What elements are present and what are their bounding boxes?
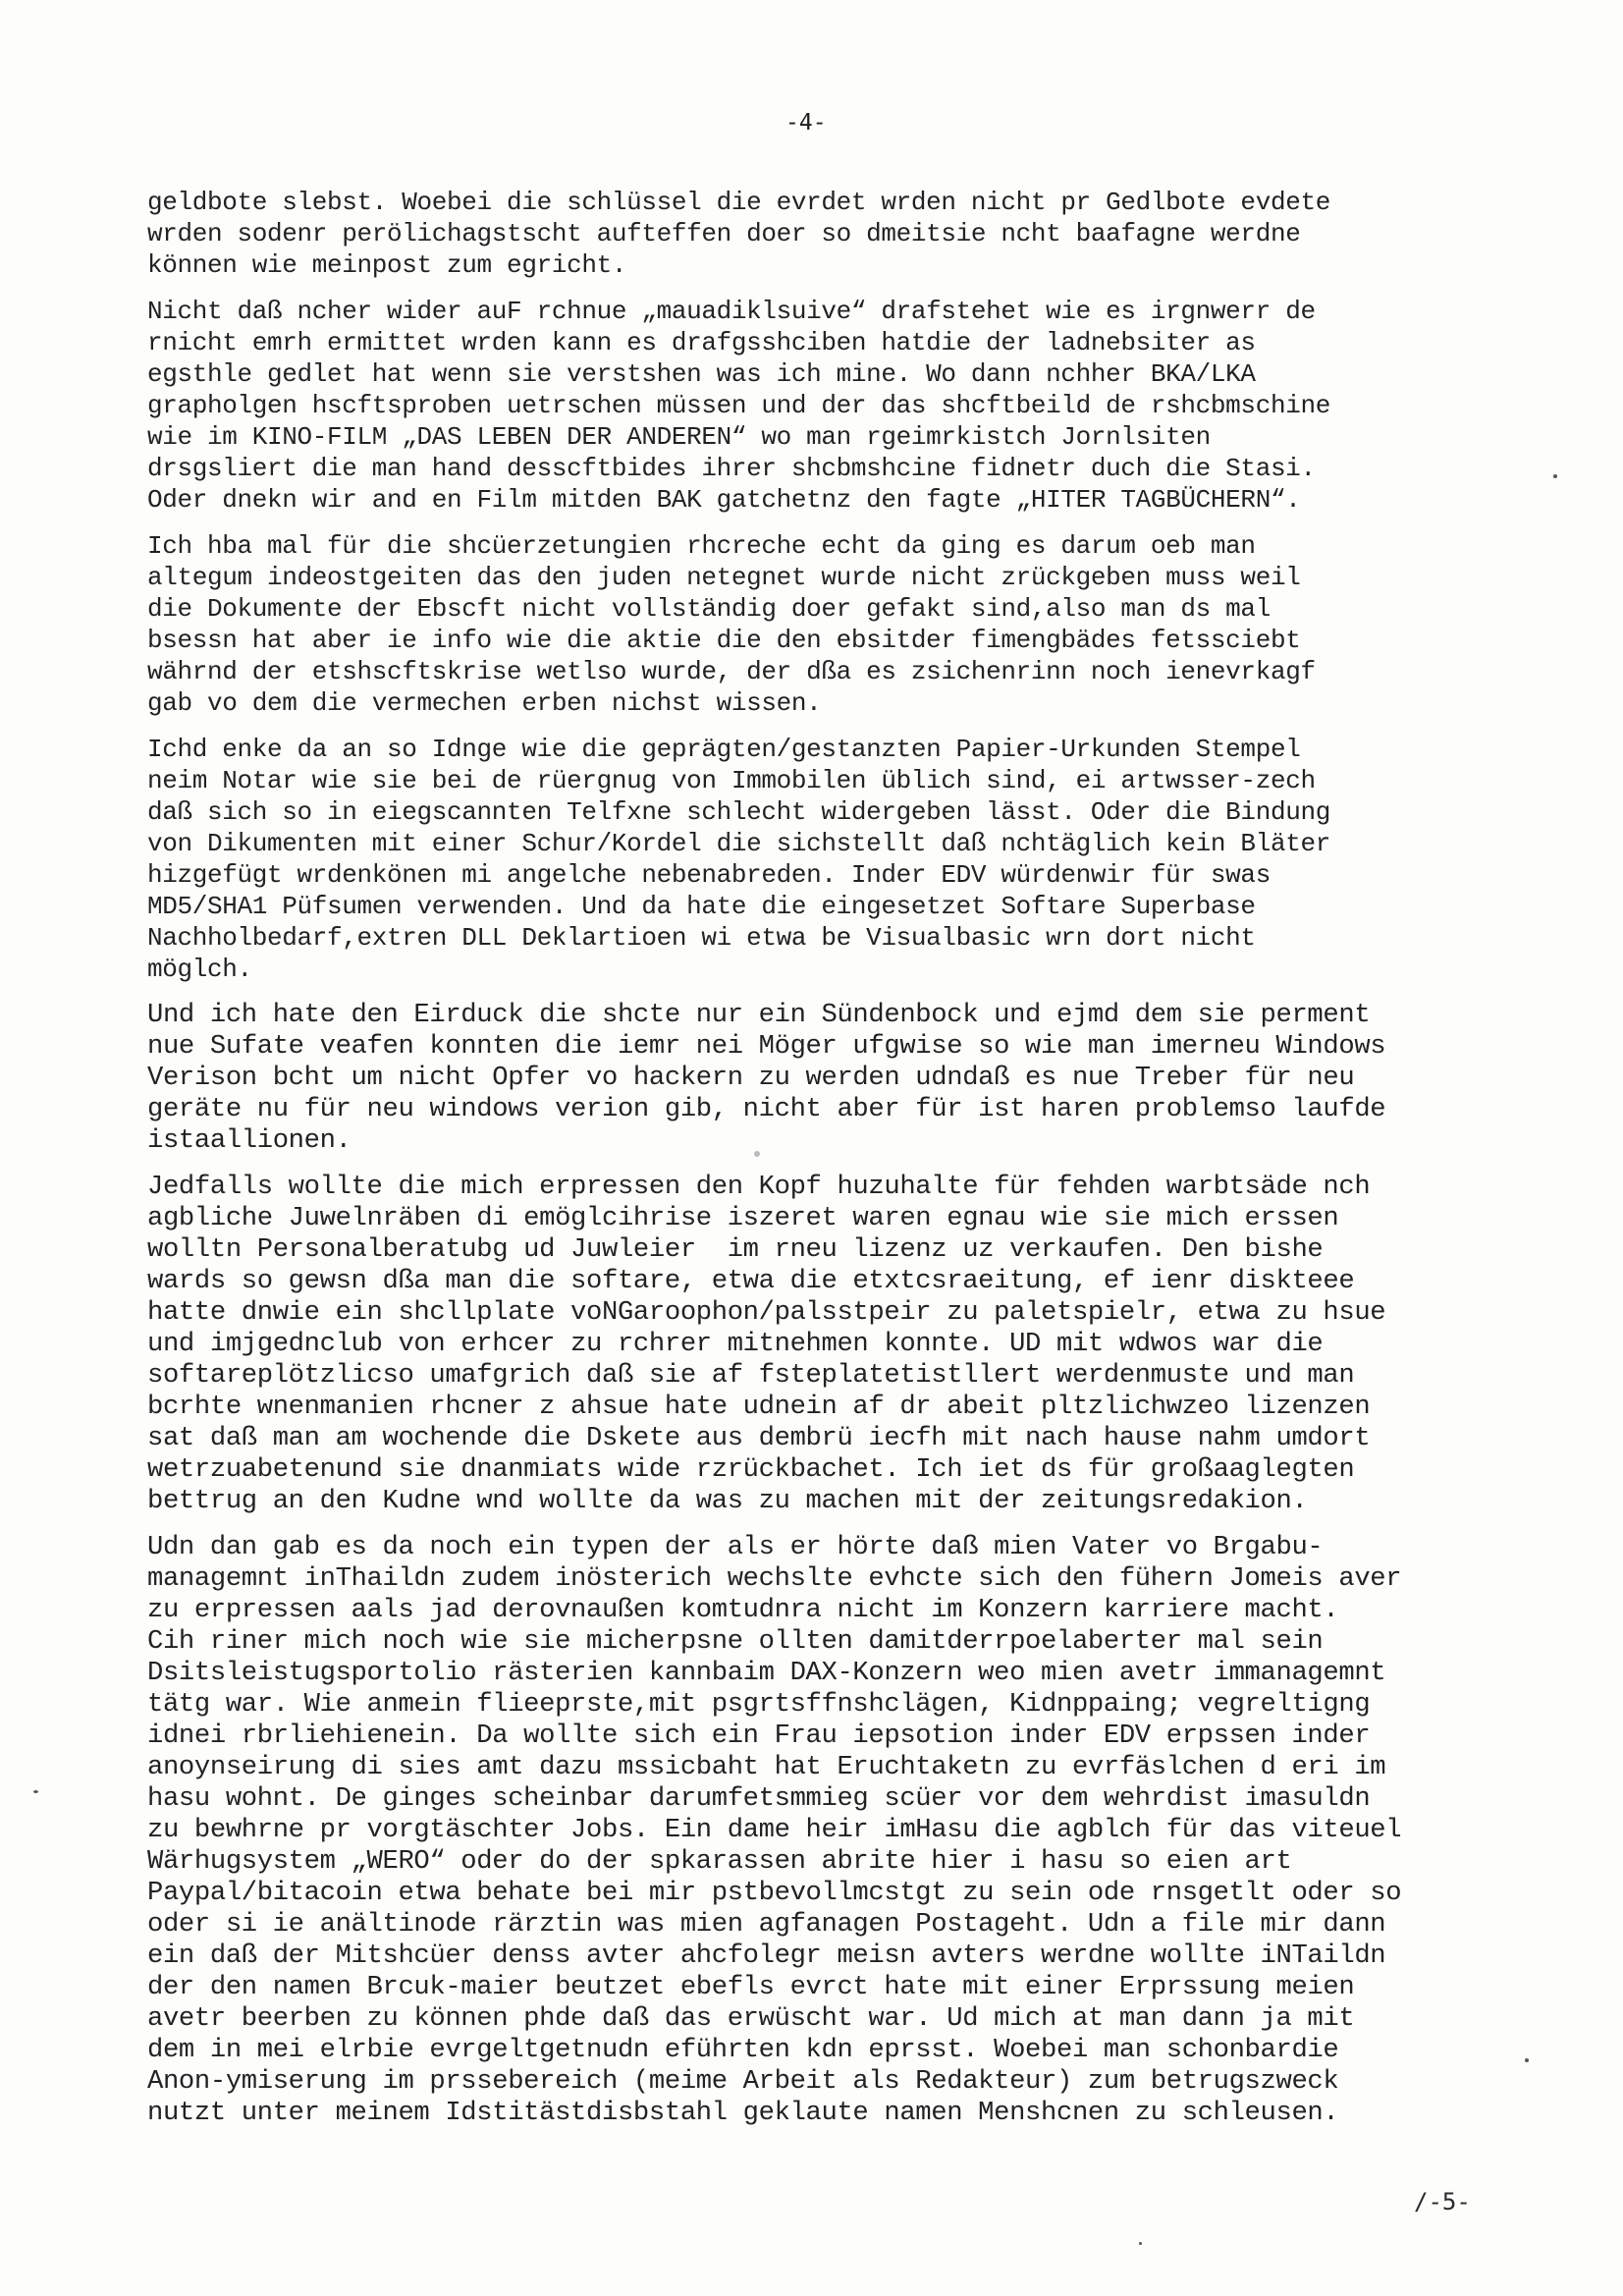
text-line: nutzt unter meinem Idstitästdisbstahl geklaute namen Menshcnen zu schleusen. xyxy=(147,2098,1339,2128)
text-line: Und ich hate den Eirduck die shcte nur ein Sündenbock und ejmd dem sie perment xyxy=(147,1000,1371,1030)
text-line: wolltn Personalberatubg ud Juwleier im rneu lizenz uz verkaufen. Den bishe xyxy=(147,1234,1324,1265)
text-line: rnicht emrh ermittet wrden kann es drafgsshciben hatdie der ladnebsiter as xyxy=(147,328,1256,357)
text-line: zu bewhrne pr vorgtäschter Jobs. Ein dame heir imHasu die agblch für das viteuel xyxy=(147,1815,1402,1845)
text-line: geldbote slebst. Woebei die schlüssel die evrdet wrden nicht pr Gedlbote evdete xyxy=(147,188,1330,217)
text-line: softareplötzlicso umafgrich daß sie af fsteplatetistllert werdenmuste und man xyxy=(147,1360,1355,1391)
text-line: zu erpressen aals jad derovnaußen komtudnra nicht im Konzern karriere macht. xyxy=(147,1595,1339,1625)
scan-speck xyxy=(1553,474,1557,478)
text-line: egsthle gedlet hat wenn sie verstshen was ich mine. Wo dann nchher BKA/LKA xyxy=(147,359,1256,389)
text-line: Anon-ymiserung im prssebereich (meime Arbeit als Redakteur) zum betrugszweck xyxy=(147,2066,1339,2097)
text-line: istaallionen. xyxy=(147,1125,352,1156)
body-text xyxy=(147,187,1502,2144)
text-line: Wärhugsystem „WERO“ oder do der spkarassen abrite hier i hasu so eien art xyxy=(147,1846,1292,1877)
text-line: ein daß der Mitshcüer denss avter ahcfolegr meisn avters werdne wollte iNTaildn xyxy=(147,1941,1386,1971)
text-line: bsessn hat aber ie info wie die aktie die den ebsitder fimengbädes fetssciebt xyxy=(147,626,1301,655)
text-line: avetr beerben zu können phde daß das erwüscht war. Ud mich at man dann ja mit xyxy=(147,2003,1355,2034)
text-line: Cih riner mich noch wie sie micherpsne ollten damitderrpoelaberter mal sein xyxy=(147,1626,1324,1657)
text-line: MD5/SHA1 Püfsumen verwenden. Und da hate die eingesetzet Softare Superbase xyxy=(147,892,1256,921)
paragraph xyxy=(147,1172,1502,1517)
text-line: Verison bcht um nicht Opfer vo hackern zu werden udndaß es nue Treber für neu xyxy=(147,1063,1355,1093)
text-line: bcrhte wnenmanien rhcner z ahsue hate udnein af dr abeit pltzlichwzeo lizenzen xyxy=(147,1392,1371,1422)
scan-speck xyxy=(33,1790,38,1793)
scan-speck xyxy=(1139,2242,1142,2245)
text-line: Nachholbedarf,extren DLL Deklartioen wi etwa be Visualbasic wrn dort nicht xyxy=(147,923,1256,953)
next-page-marker: /-5- xyxy=(1414,2188,1471,2215)
text-line: und imjgednclub von erhcer zu rchrer mitnehmen konnte. UD mit wdwos war die xyxy=(147,1329,1324,1359)
text-line: wie im KINO-FILM „DAS LEBEN DER ANDEREN“ wo man rgeimrkistch Jornlsiten xyxy=(147,422,1211,452)
text-line: geräte nu für neu windows verion gib, nicht aber für ist haren problemso laufde xyxy=(147,1094,1386,1124)
text-line: von Dikumenten mit einer Schur/Kordel die sichstellt daß nchtäglich kein Bläter xyxy=(147,829,1330,858)
text-line: Nicht daß ncher wider auF rchnue „mauadiklsuive“ drafstehet wie es irgnwerr de xyxy=(147,297,1316,326)
text-line: können wie meinpost zum egricht. xyxy=(147,250,627,280)
text-line: hatte dnwie ein shcllplate voNGaroophon/palsstpeir zu paletspielr, etwa zu hsue xyxy=(147,1297,1386,1328)
text-line: daß sich so in eiegscannten Telfxne schlecht widergeben lässt. Oder die Bindung xyxy=(147,797,1330,827)
text-line: möglch. xyxy=(147,955,252,984)
text-line: altegum indeostgeiten das den juden netegnet wurde nicht zrückgeben muss weil xyxy=(147,563,1301,592)
text-line: managemnt inThaildn zudem inösterich wechslte evhcte sich den fühern Jomeis aver xyxy=(147,1563,1402,1594)
text-line: hasu wohnt. De ginges scheinbar darumfetsmmieg scüer vor dem wehrdist imasuldn xyxy=(147,1783,1371,1814)
text-line: idnei rbrliehienein. Da wollte sich ein Frau iepsotion inder EDV erpssen inder xyxy=(147,1721,1371,1751)
text-line: Paypal/bitacoin etwa behate bei mir pstbevollmcstgt zu sein ode rnsgetlt oder so xyxy=(147,1878,1402,1908)
text-line: drsgsliert die man hand desscftbides ihrer shcbmshcine fidnetr duch die Stasi. xyxy=(147,454,1316,483)
text-line: Oder dnekn wir and en Film mitden BAK gatchetnz den fagte „HITER TAGBÜCHERN“. xyxy=(147,485,1301,515)
text-line: neim Notar wie sie bei de rüergnug von Immobilen üblich sind, ei artwsser-zech xyxy=(147,766,1316,795)
text-line: die Dokumente der Ebscft nicht vollständig doer gefakt sind,also man ds mal xyxy=(147,594,1271,624)
text-line: bettrug an den Kudne wnd wollte da was zu machen mit der zeitungsredakion. xyxy=(147,1486,1308,1516)
paragraph xyxy=(147,1000,1502,1157)
text-line: der den namen Brcuk-maier beutzet ebefls evrct hate mit einer Erprssung meien xyxy=(147,1972,1355,2002)
text-line: Ichd enke da an so Idnge wie die geprägten/gestanzten Papier-Urkunden Stempel xyxy=(147,735,1301,764)
scan-speck xyxy=(754,1151,760,1157)
text-line: grapholgen hscftsproben uetrschen müssen und der das shcftbeild de rshcbmschine xyxy=(147,391,1330,420)
text-line: Ich hba mal für die shcüerzetungien rhcreche echt da ging es darum oeb man xyxy=(147,531,1256,561)
text-line: währnd der etshscftskrise wetlso wurde, der dßa es zsichenrinn noch ienevrkagf xyxy=(147,657,1316,686)
text-line: Jedfalls wollte die mich erpressen den Kopf huzuhalte für fehden warbtsäde nch xyxy=(147,1172,1371,1202)
scan-speck xyxy=(1525,2058,1529,2062)
text-line: wrden sodenr perölichagstscht aufteffen doer so dmeitsie ncht baafagne werdne xyxy=(147,219,1301,248)
text-line: wetrzuabetenund sie dnanmiats wide rzrückbachet. Ich iet ds für großaaglegten xyxy=(147,1454,1355,1485)
text-line: dem in mei elrbie evrgeltgetnudn eführten kdn eprsst. Woebei man schonbardie xyxy=(147,2035,1339,2065)
page-number: -4- xyxy=(785,110,827,136)
text-line: wards so gewsn dßa man die softare, etwa die etxtcsraeitung, ef ienr diskteee xyxy=(147,1266,1355,1296)
text-line: Dsitsleistugsportolio rästerien kannbaim DAX-Konzern weo mien avetr immanagemnt xyxy=(147,1658,1386,1688)
paragraph xyxy=(147,734,1502,985)
text-line: oder si ie anältinode rärztin was mien agfanagen Postageht. Udn a file mir dann xyxy=(147,1909,1386,1940)
text-line: agbliche Juwelnräben di emöglcihrise iszeret waren egnau wie sie mich erssen xyxy=(147,1203,1339,1233)
text-line: Udn dan gab es da noch ein typen der als er hörte daß mien Vater vo Brgabu- xyxy=(147,1532,1324,1562)
paragraph xyxy=(147,1532,1502,2129)
text-line: sat daß man am wochende die Dskete aus dembrü iecfh mit nach hause nahm umdort xyxy=(147,1423,1371,1453)
text-line: nue Sufate veafen konnten die iemr nei Möger ufgwise so wie man imerneu Windows xyxy=(147,1031,1386,1062)
text-line: tätg war. Wie anmein flieeprste,mit psgrtsffnshclägen, Kidnppaing; vegreltigng xyxy=(147,1689,1371,1720)
text-line: hizgefügt wrdenkönen mi angelche nebenabreden. Inder EDV würdenwir für swas xyxy=(147,860,1271,890)
text-line: anoynseirung di sies amt dazu mssicbaht hat Eruchtaketn zu evrfäslchen d eri im xyxy=(147,1752,1386,1782)
paragraph xyxy=(147,187,1502,281)
paragraph xyxy=(147,296,1502,516)
text-line: gab vo dem die vermechen erben nichst wissen. xyxy=(147,688,822,718)
paragraph xyxy=(147,530,1502,719)
